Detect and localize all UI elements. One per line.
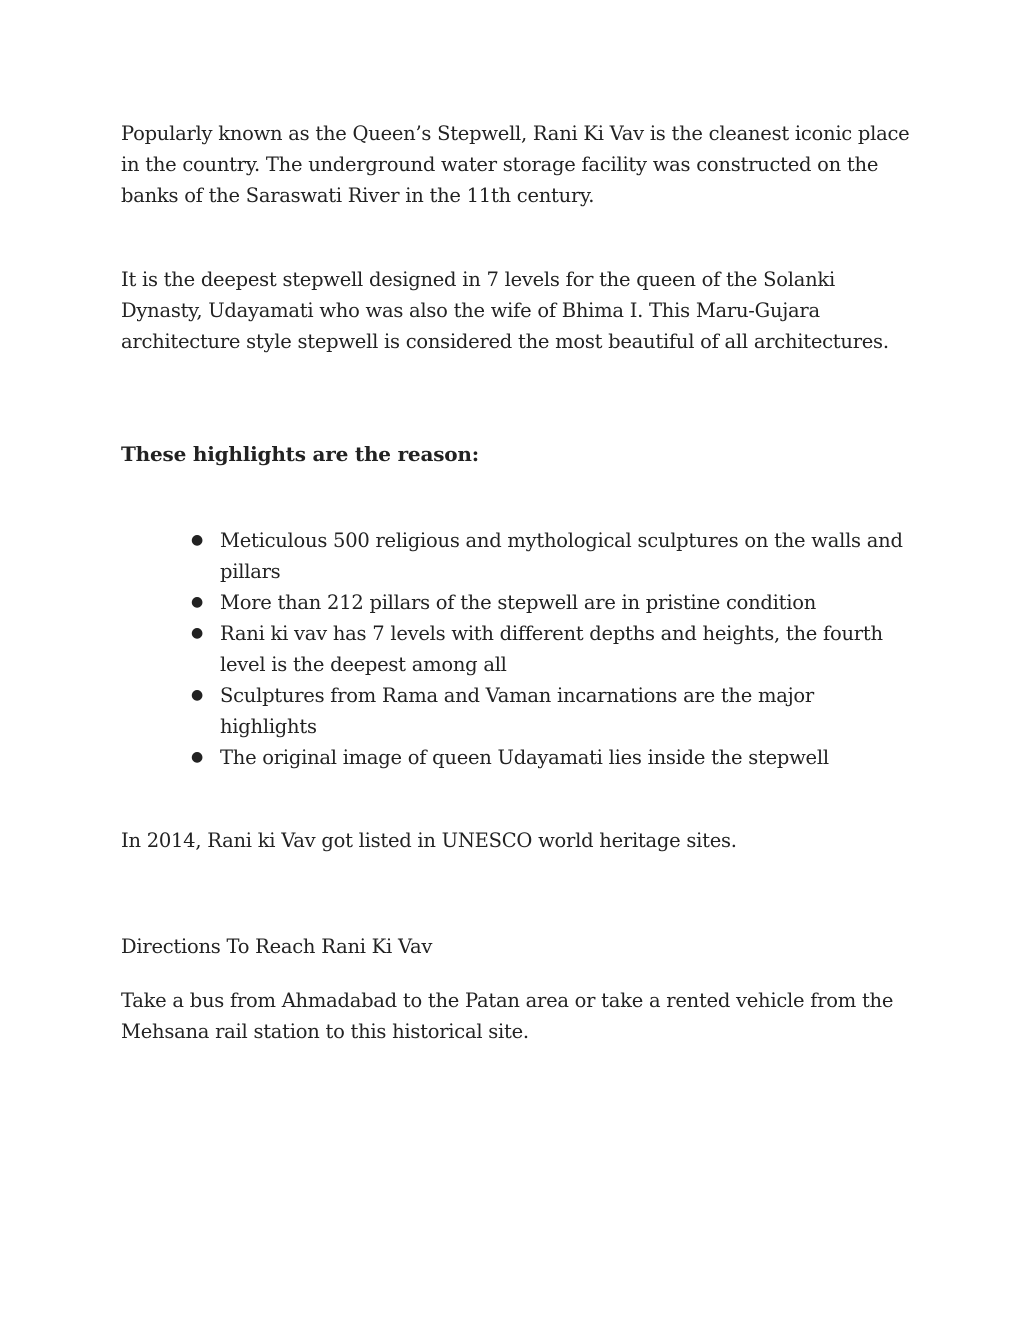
bullet-icon: ● [191, 532, 203, 548]
list-item [121, 742, 911, 773]
list-item-text: The original image of queen Udayamati lies inside the stepwell [220, 746, 829, 769]
list-item [121, 525, 911, 587]
list-item-text: More than 212 pillars of the stepwell are in pristine condition [220, 591, 817, 614]
list-item [121, 618, 911, 680]
list-item [121, 587, 911, 618]
bullet-icon: ● [191, 687, 203, 703]
highlights-heading: These highlights are the reason: [121, 442, 479, 466]
list-item [121, 680, 911, 742]
bullet-icon: ● [191, 749, 203, 765]
list-item-text: Rani ki vav has 7 levels with different depths and heights, the fourth level is the deepest among all [220, 622, 883, 676]
directions-paragraph: Take a bus from Ahmadabad to the Patan area or take a rented vehicle from the Mehsana rail station to this historical site. [121, 989, 894, 1043]
highlights-list [121, 525, 911, 773]
list-item-text: Meticulous 500 religious and mythological sculptures on the walls and pillars [220, 529, 903, 583]
directions-heading: Directions To Reach Rani Ki Vav [121, 935, 433, 958]
bullet-icon: ● [191, 594, 203, 610]
unesco-paragraph: In 2014, Rani ki Vav got listed in UNESCO world heritage sites. [121, 829, 737, 852]
intro-paragraph: Popularly known as the Queen’s Stepwell, Rani Ki Vav is the cleanest iconic place in the country. The underground water storage facility was constructed on the banks of the Saraswati River in the 11th century. [121, 122, 910, 207]
list-item-text: Sculptures from Rama and Vaman incarnations are the major highlights [220, 684, 814, 738]
bullet-icon: ● [191, 625, 203, 641]
deepest-stepwell-paragraph: It is the deepest stepwell designed in 7 levels for the queen of the Solanki Dynasty, Udayamati who was also the wife of Bhima I. This Maru-Gujara architecture style stepwell is considered the most beautiful of all architectures. [121, 268, 889, 353]
